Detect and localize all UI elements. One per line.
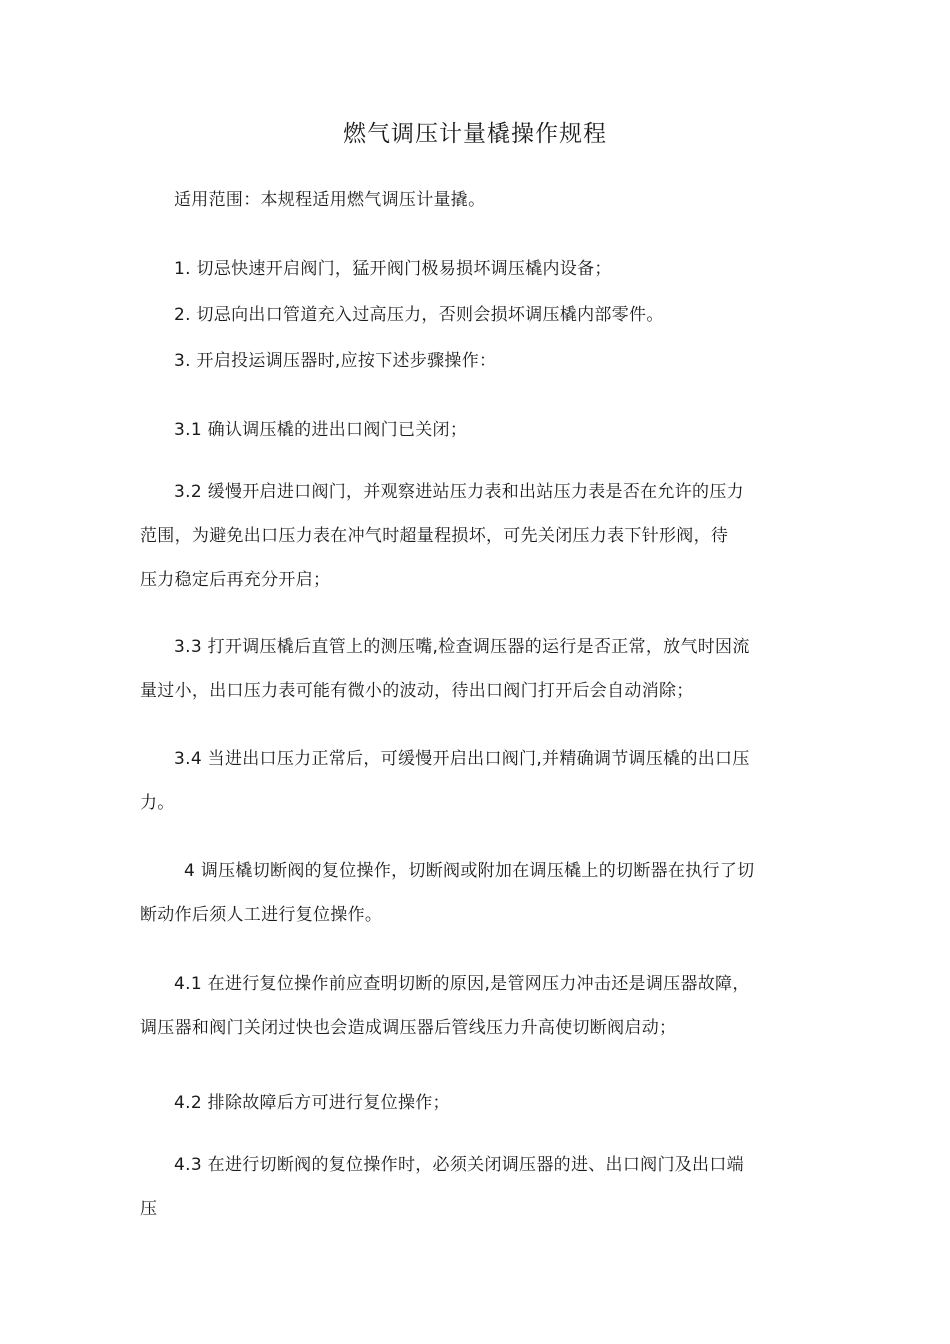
step-3-2-line-2: 范围，为避免出口压力表在冲气时超量程损坏，可先关闭压力表下针形阀，待	[140, 526, 729, 546]
step-4-paragraph	[140, 849, 820, 937]
step-3-4-line-1: 3.4 当进出口压力正常后，可缓慢开启出口阀门,并精确调节调压橇的出口压	[174, 749, 750, 769]
step-4-3-line-2: 压	[140, 1199, 158, 1219]
step-3-3-line-1: 3.3 打开调压橇后直管上的测压嘴,检查调压器的运行是否正常，放气时因流	[174, 637, 750, 657]
step-4-line-1: 4 调压橇切断阀的复位操作，切断阀或附加在调压橇上的切断器在执行了切	[184, 861, 755, 881]
step-3-1-paragraph	[140, 408, 820, 452]
scope-text: 适用范围：本规程适用燃气调压计量撬。	[174, 190, 486, 210]
step-3-2-line-1: 3.2 缓慢开启进口阀门，并观察进站压力表和出站压力表是否在允许的压力	[174, 482, 744, 502]
step-3-2-line-3: 压力稳定后再充分开启；	[140, 570, 331, 590]
step-3-4-paragraph	[140, 737, 820, 825]
item-2-text: 2. 切忌向出口管道充入过高压力，否则会损坏调压橇内部零件。	[174, 305, 664, 325]
step-3-4-line-2: 力。	[140, 793, 175, 813]
scope-paragraph	[140, 178, 820, 222]
step-4-2-paragraph	[140, 1081, 820, 1125]
step-4-1-line-1: 4.1 在进行复位操作前应查明切断的原因,是管网压力冲击还是调压器故障，	[174, 974, 750, 994]
step-4-3-paragraph	[140, 1143, 820, 1231]
item-1-text: 1. 切忌快速开启阀门，猛开阀门极易损坏调压橇内设备；	[174, 259, 612, 279]
step-4-3-line-1: 4.3 在进行切断阀的复位操作时，必须关闭调压器的进、出口阀门及出口端	[174, 1155, 744, 1175]
list-item	[140, 247, 820, 291]
item-3-text: 3. 开启投运调压器时,应按下述步骤操作：	[174, 351, 497, 371]
step-3-3-paragraph	[140, 625, 820, 713]
step-3-2-paragraph	[140, 470, 820, 602]
step-4-1-line-2: 调压器和阀门关闭过快也会造成调压器后管线压力升高使切断阀启动；	[140, 1018, 677, 1038]
step-3-1-text: 3.1 确认调压橇的进出口阀门已关闭；	[174, 420, 468, 440]
step-4-line-2: 断动作后须人工进行复位操作。	[140, 905, 383, 925]
step-3-3-line-2: 量过小，出口压力表可能有微小的波动，待出口阀门打开后会自动消除；	[140, 681, 694, 701]
step-4-1-paragraph	[140, 962, 820, 1050]
list-item	[140, 293, 820, 337]
step-4-2-text: 4.2 排除故障后方可进行复位操作；	[174, 1093, 450, 1113]
list-item	[140, 339, 820, 383]
document-title: 燃气调压计量橇操作规程	[343, 121, 607, 147]
